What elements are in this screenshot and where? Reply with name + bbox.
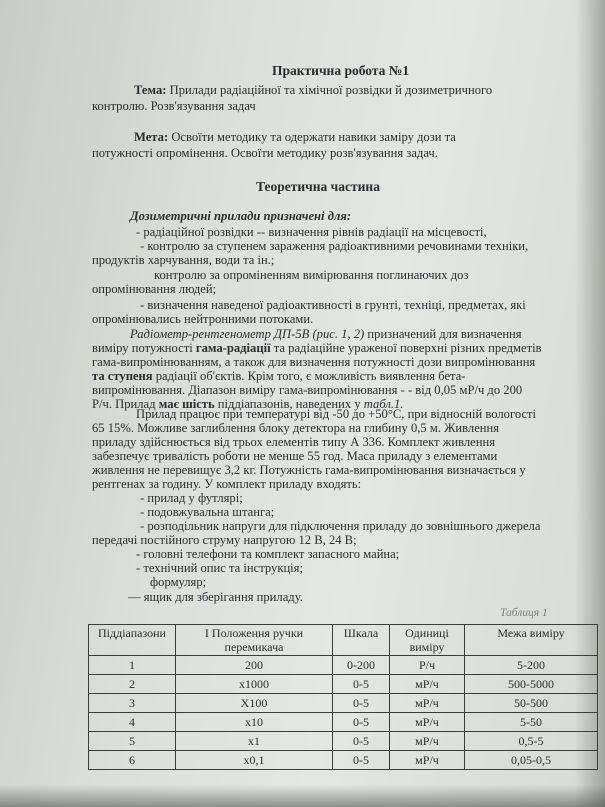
para-line: випромінювання. Діапазон виміру гама-випромінювання - - від 0,05 мР/ч до 200 — [92, 383, 523, 397]
radiometer-line-6: Р/ч. Прилад має шість піддіапазонів, наведених у табл.1. — [92, 397, 404, 411]
page-edge-shadow — [575, 0, 605, 807]
goal-line-1 — [134, 130, 456, 144]
theme-line-1 — [134, 83, 492, 97]
para-line: 65 15%. Можливе заглиблення блоку детектора на глибину 0,5 м. Живлення — [92, 421, 500, 435]
radiometer-name: Радіометр-рентгенометр ДП-5В (рис. 1, 2) — [130, 327, 365, 341]
goal-label: Мета: — [134, 130, 169, 144]
table-header-cell: І Положення ручки перемикача — [176, 625, 333, 656]
table-header-cell: Шкала — [333, 625, 390, 656]
list-item: - прилад у футлярі; — [140, 491, 243, 505]
table-header-cell: Одиниці виміру — [390, 625, 465, 656]
radiometer-line-4: та ступеня радіації об'єктів. Крім того, є можливість виявлення бета- — [92, 369, 466, 383]
para-line: Прилад працює при температурі від -50 до +50°С, при відносній вологості — [136, 407, 537, 421]
para-line: живлення не перевищує 3,2 кг. Потужність гама-випромінювання визначається у — [92, 463, 526, 477]
page-bottom-shadow — [0, 785, 605, 807]
para-line: - радіаційної розвідки -- визначення рівнів радіації на місцевості, — [136, 225, 487, 239]
goal-text-1: Освоїти методику та одержати навики заміру дози та — [171, 130, 456, 144]
theme-line-2: контролю. Розв'язування задач — [92, 99, 256, 113]
list-item: - технічний опис та інструкція; — [136, 561, 303, 575]
table-row: 5 х1 0-5 мР/ч 0,5-5 — [89, 732, 598, 751]
table-row: 2 х1000 0-5 мР/ч 500-5000 — [89, 675, 598, 694]
para-line: опромінювання людей; — [92, 282, 217, 296]
table-header-row — [89, 625, 598, 656]
list-item: передачі постійного струму напругою 12 В, 24 В; — [92, 533, 357, 547]
para-line: контролю за опроміненням вимірювання поглинаючих доз — [154, 268, 469, 282]
list-item: - розподільник напруги для підключення приладу до зовнішнього джерела — [140, 519, 541, 533]
table-row: 1 200 0-200 Р/ч 5-200 — [89, 656, 598, 675]
list-item: формуляр; — [150, 575, 207, 589]
doc-title: Практична робота №1 — [272, 63, 410, 78]
table-header-cell: Піддіапазони — [89, 625, 176, 656]
para-line: рентгенах за годину. У комплект приладу входять: — [92, 477, 362, 491]
table-row: 3 Х100 0-5 мР/ч 50-500 — [89, 694, 598, 713]
table-row: 4 х10 0-5 мР/ч 5-50 — [89, 713, 598, 732]
list-item: - головні телефони та комплект запасного майна; — [136, 547, 400, 561]
section-heading: Теоретична частина — [256, 179, 380, 194]
goal-line-2: потужності опромінення. Освоїти методику розв'язування задач. — [92, 146, 438, 160]
radiometer-line-2: виміру потужності гама-радіації та радіаційне ураженої поверхні різних предметів — [92, 341, 542, 355]
list-item: - подовжувальна штанга; — [140, 505, 275, 519]
radiometer-text-1: призначений для визначення — [367, 327, 522, 341]
para-line: - визначення наведеної радіоактивності в грунті, техніці, предметах, які — [140, 298, 526, 312]
table-header-cell: Межа виміру — [465, 625, 598, 656]
subsection-heading: Дозиметричні прилади призначені для: — [130, 209, 352, 223]
ranges-table — [88, 624, 598, 770]
para-line: продуктів харчування, води та ін.; — [92, 253, 275, 267]
theme-label: Тема: — [134, 83, 167, 97]
table-row: 6 х0,1 0-5 мР/ч 0,05-0,5 — [89, 751, 598, 770]
theme-text-1: Прилади радіаційної та хімічної розвідки й дозиметричного — [169, 83, 493, 97]
table-caption: Таблиця 1 — [500, 607, 548, 619]
para-line: гама-випромінюванням, а також для визначення потужності дози випромінювання — [92, 355, 536, 369]
radiometer-line-1 — [130, 327, 522, 341]
para-line: - контролю за ступенем зараження радіоактивними речовинами техніки, — [140, 239, 529, 253]
list-item: — ящик для зберігання приладу. — [128, 590, 303, 604]
para-line: опромінювались нейтронними потоками. — [92, 312, 314, 326]
para-line: забезпечує тривалість роботи не менше 55 год. Маса приладу з елементами — [92, 449, 498, 463]
para-line: приладу здійснюється від трьох елементів типу А 336. Комплект живлення — [92, 435, 496, 449]
